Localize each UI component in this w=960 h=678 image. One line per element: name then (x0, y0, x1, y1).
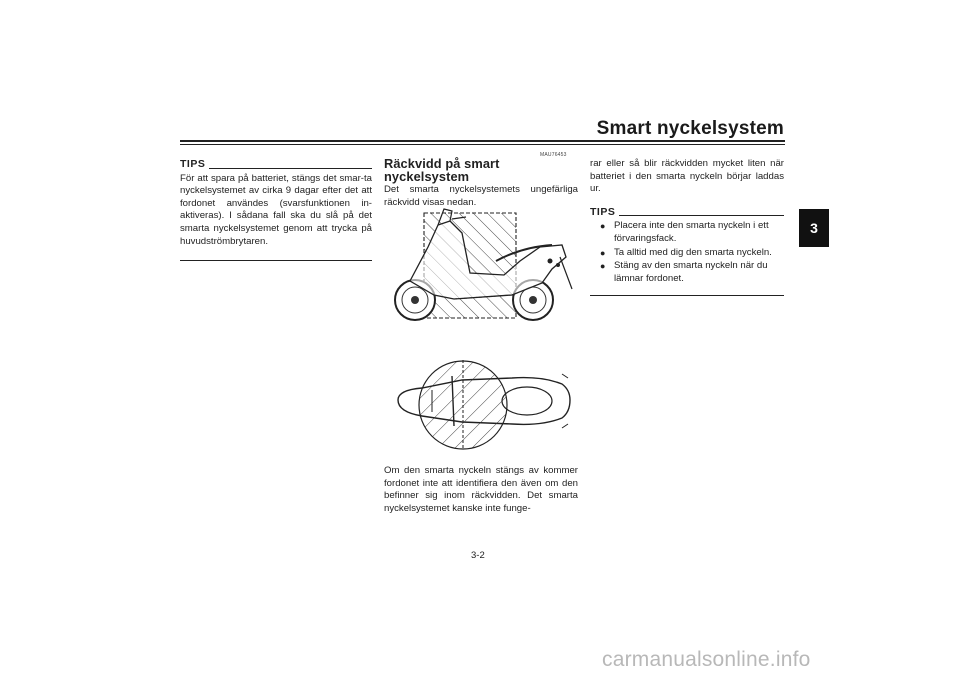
section-continuation: rar eller så blir räckvidden mycket liten när batteriet i den smarta nyckeln börjar laddas ur. (590, 158, 784, 195)
watermark[interactable]: carmanualsonline.info (602, 648, 811, 671)
list-item-text: Stäng av den smarta nyckeln när du lämnar fordonet. (614, 260, 768, 284)
bullet-icon: ● (600, 247, 606, 258)
section-heading: Räckvidd på smart nyckelsystem (384, 156, 500, 184)
tips-rule (209, 168, 372, 169)
bullet-icon: ● (600, 221, 606, 232)
section-body: Om den smarta nyckeln stängs av kommer fordonet inte att identifiera den även om den befinner sig inom räckvidden. Det smarta nyckelsystemet kanske inte funge- (384, 465, 578, 514)
tips-end-rule-right (590, 295, 784, 296)
section-intro: Det smarta nyckelsystemets ungefärliga räckvidd visas nedan. (384, 184, 578, 208)
list-item-text: Placera inte den smarta nyckeln i ett förvaringsfack. (614, 220, 769, 244)
list-item (600, 220, 784, 245)
left-column (180, 158, 372, 261)
tips-header-right (590, 206, 784, 219)
page-title: Smart nyckelsystem (596, 118, 784, 139)
tips-text: För att spara på batteriet, stängs det smar-ta nyckelsystemet av cirka 9 dagar efter det att fordonet användes (svarsfunktionen in-aktiveras). I sådana fall ska du slå på det smarta nyckelsystemet genom att trycka på huvudströmbrytaren. (180, 172, 372, 247)
tips-label: TIPS (180, 158, 206, 170)
scooter-side-view-figure (392, 203, 577, 328)
page-number: 3-2 (471, 550, 485, 561)
middle-column-top (384, 158, 578, 209)
header-rule-thick (180, 140, 785, 142)
tips-label-right: TIPS (590, 205, 616, 218)
right-column (590, 158, 784, 296)
middle-column-bottom (384, 465, 578, 515)
list-item (600, 247, 784, 260)
list-item (600, 260, 784, 285)
scooter-top-view-figure (392, 358, 577, 453)
header-rule-thin (180, 144, 785, 145)
chapter-tab: 3 (799, 209, 829, 247)
tips-rule-right (619, 215, 784, 216)
list-item-text: Ta alltid med dig den smarta nyckeln. (614, 246, 772, 258)
tips-header (180, 158, 372, 171)
bullet-icon: ● (600, 261, 606, 272)
section-code: MAU76453 (540, 152, 567, 158)
tips-list (590, 220, 784, 285)
tips-end-rule (180, 260, 372, 261)
